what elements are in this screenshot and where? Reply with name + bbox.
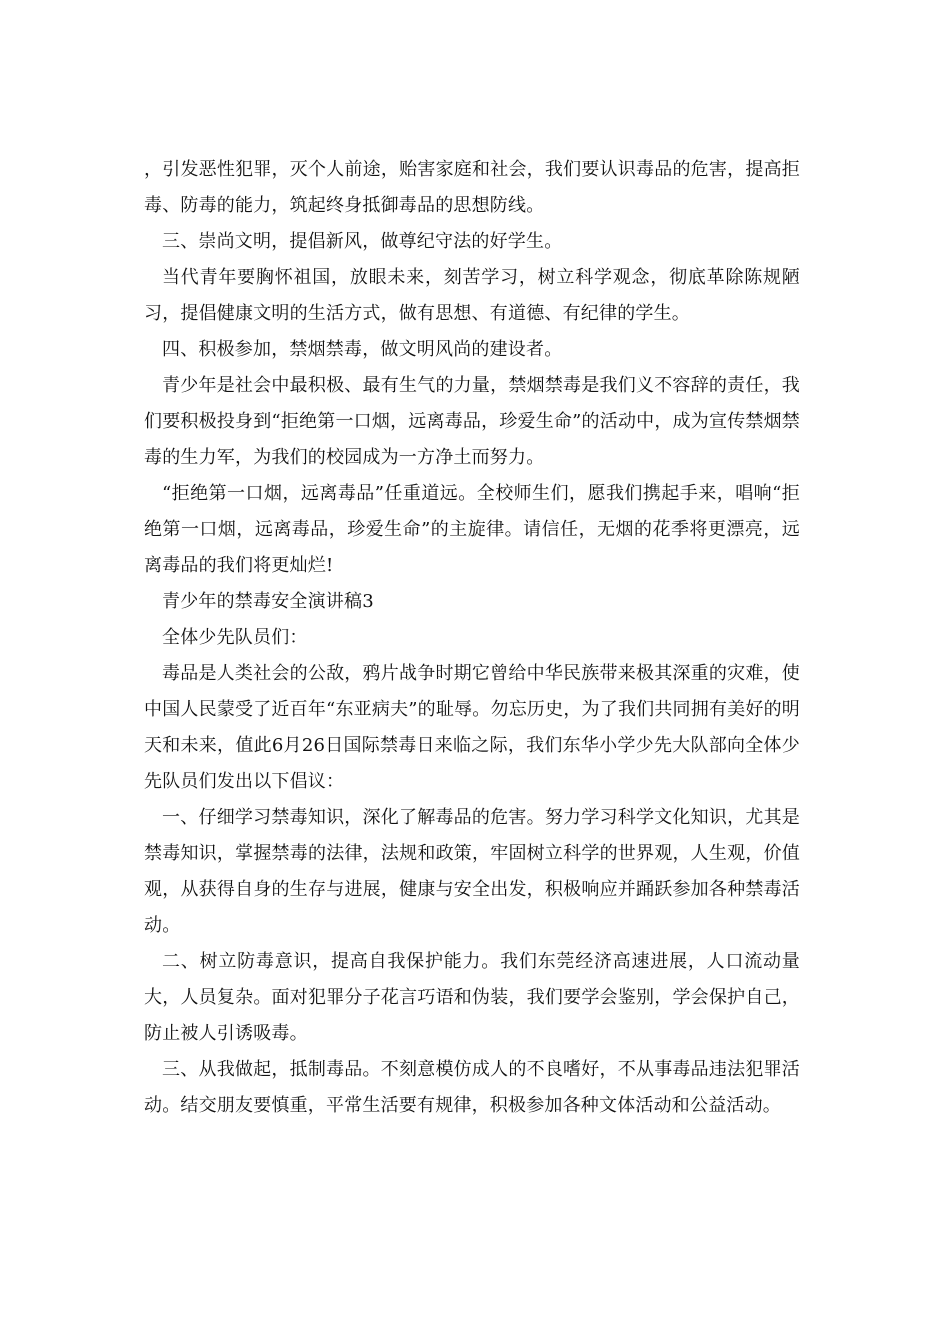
paragraph-proposal-two: 二、树立防毒意识，提高自我保护能力。我们东莞经济高速进展，人口流动量大，人员复杂。面对犯罪分子花言巧语和伪装，我们要学会鉴别，学会保护自己，防止被人引诱吸毒。 [144,951,800,1044]
speech-salutation: 全体少先队员们： [162,627,308,648]
paragraph-heading-three: 三、崇尚文明，提倡新风，做尊纪守法的好学生。 [162,231,563,252]
document-body [144,152,800,1124]
paragraph-youth-civility: 当代青年要胸怀祖国，放眼未来，刻苦学习，树立科学观念，彻底革除陈规陋习，提倡健康文明的生活方式，做有思想、有道德、有纪律的学生。 [144,267,800,324]
paragraph-continuation: ，引发恶性犯罪，灭个人前途，贻害家庭和社会，我们要认识毒品的危害，提高拒毒、防毒的能力，筑起终身抵御毒品的思想防线。 [144,159,800,216]
paragraph-intro: 毒品是人类社会的公敌，鸦片战争时期它曾给中华民族带来极其深重的灾难，使中国人民蒙受了近百年“东亚病夫”的耻辱。勿忘历史，为了我们共同拥有美好的明天和未来，值此6月26日国际禁毒日来临之际，我们东华小学少先大队部向全体少先队员们发出以下倡议： [144,663,800,792]
speech-title: 青少年的禁毒安全演讲稿3 [162,591,374,612]
paragraph-heading-four: 四、积极参加，禁烟禁毒，做文明风尚的建设者。 [162,339,563,360]
paragraph-proposal-one: 一、仔细学习禁毒知识，深化了解毒品的危害。努力学习科学文化知识，尤其是禁毒知识，掌握禁毒的法律，法规和政策，牢固树立科学的世界观，人生观，价值观，从获得自身的生存与进展，健康与安全出发，积极响应并踊跃参加各种禁毒活动。 [144,807,800,936]
paragraph-proposal-three: 三、从我做起，抵制毒品。不刻意模仿成人的不良嗜好，不从事毒品违法犯罪活动。结交朋友要慎重，平常生活要有规律，积极参加各种文体活动和公益活动。 [144,1059,800,1116]
paragraph-closing-call: “拒绝第一口烟，远离毒品”任重道远。全校师生们，愿我们携起手来，唱响“拒绝第一口烟，远离毒品，珍爱生命”的主旋律。请信任，无烟的花季将更漂亮，远离毒品的我们将更灿烂! [144,483,800,576]
paragraph-youth-responsibility: 青少年是社会中最积极、最有生气的力量，禁烟禁毒是我们义不容辞的责任，我们要积极投身到“拒绝第一口烟，远离毒品，珍爱生命”的活动中，成为宣传禁烟禁毒的生力军，为我们的校园成为一方净土而努力。 [144,375,800,468]
